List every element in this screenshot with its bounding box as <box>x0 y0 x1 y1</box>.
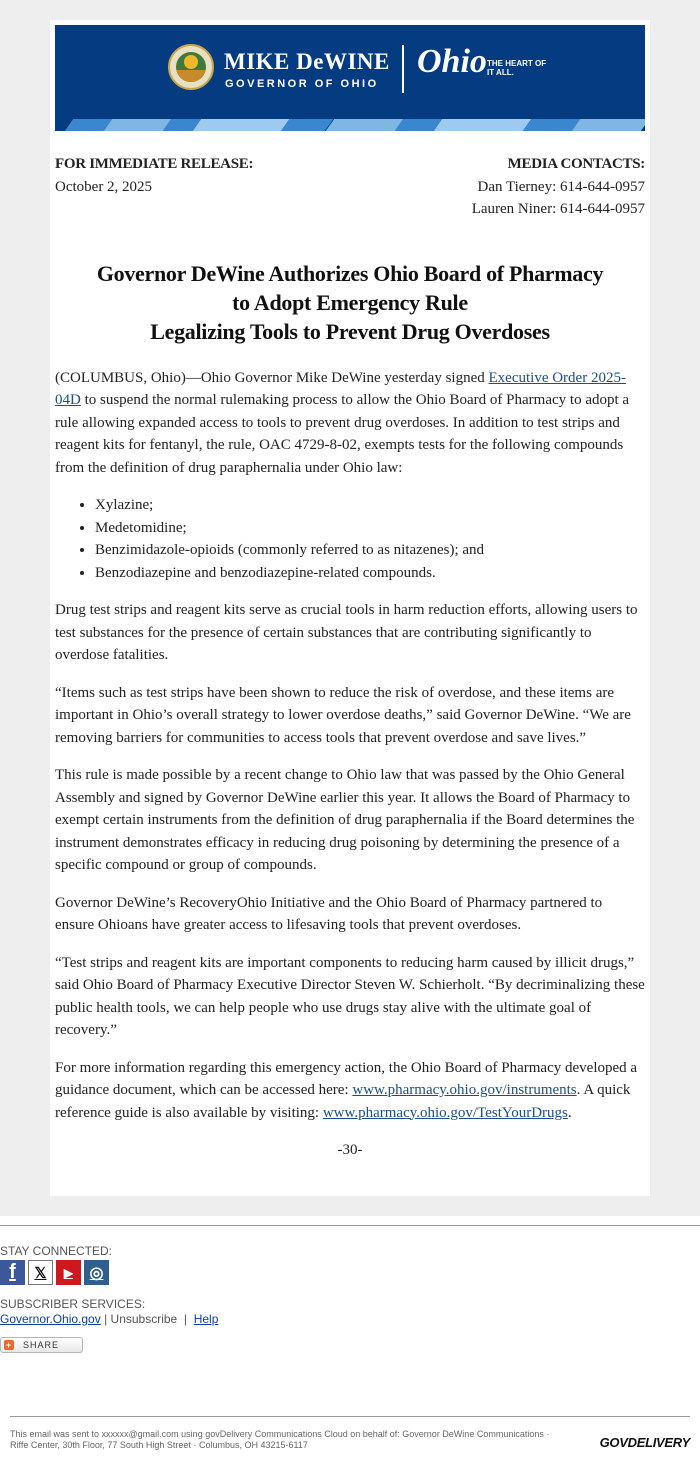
contact-line: Lauren Niner: 614-644-0957 <box>471 201 645 217</box>
release-date: October 2, 2025 <box>55 178 153 195</box>
paragraph-text: . <box>567 1104 572 1121</box>
compound-list <box>55 494 645 584</box>
banner-divider <box>402 45 404 93</box>
paragraph: This rule is made possible by a recent change to Ohio law that was passed by the Ohio General Assembly and signed by Governor DeWine earlier this year. It allows the Board of Pharmacy to exempt certain instruments from the definition of drug paraphernalia if the Board determines the instrument demonstrates efficacy in reducing drug poisoning by determining the presence of a specific compound or group of compounds. <box>55 767 635 873</box>
headline-line: to Adopt Emergency Rule <box>232 289 468 315</box>
headline-line: Governor DeWine Authorizes Ohio Board of Pharmacy <box>96 260 604 286</box>
email-disclaimer: This email was sent to xxxxxx@gmail.com using govDelivery Communications Cloud on behalf of: Governor DeWine Communications · Riffe Center, 30th Floor, 77 South High Street · Columbus, OH 43215-6117 <box>10 1429 550 1450</box>
footer <box>0 1244 700 1353</box>
paragraph-quote-schierholt: “Test strips and reagent kits are important components to reducing harm caused by illicit drugs,” said Ohio Board of Pharmacy Executive Director Steven W. Schierholt. “By decriminalizing these public health tools, we can help people who use drugs stay alive with the ultimate goal of recovery.” <box>55 954 645 1038</box>
paragraph-more-info <box>55 1057 645 1125</box>
list-item: • Medetomidine; <box>95 517 645 540</box>
subscriber-services-label: SUBSCRIBER SERVICES: <box>0 1297 146 1311</box>
list-item: • Benzodiazepine and benzodiazepine-related compounds. <box>95 562 645 585</box>
footer-divider <box>0 1225 700 1226</box>
release-label: FOR IMMEDIATE RELEASE: <box>55 156 254 172</box>
share-button[interactable] <box>0 1337 83 1353</box>
separator: | <box>177 1312 194 1326</box>
article-body <box>55 367 645 1162</box>
paragraph-intro <box>55 367 645 480</box>
facebook-icon[interactable]: f <box>0 1260 25 1285</box>
paragraph-text: to suspend the normal rulemaking process to allow the Ohio Board of Pharmacy to adopt a rule allowing expanded access to tools to prevent drug overdoses. In addition to test strips and reagent kits for fentanyl, the rule, OAC 4729-8-02, exempts tests for the following compounds from the definition of drug paraphernalia under Ohio law: <box>55 392 630 476</box>
headline <box>55 259 645 346</box>
paragraph-text: For more information regarding this emergency action, the Ohio Board of Pharmacy developed a guidance document, which can be accessed here: <box>55 1059 638 1098</box>
state-seal-icon <box>168 44 214 90</box>
release-left <box>55 153 253 221</box>
executive-order-link[interactable]: Executive Order 2025-04D <box>55 369 626 408</box>
list-item: • Xylazine; <box>95 494 645 517</box>
contact-line: Dan Tierney: 614-644-0957 <box>477 178 645 195</box>
instagram-icon[interactable]: ◎ <box>84 1260 109 1285</box>
x-icon[interactable]: 𝕏 <box>28 1260 53 1285</box>
governor-title: GOVERNOR OF OHIO <box>225 78 379 90</box>
govdelivery-logo: GOVDELIVERY <box>599 1435 690 1450</box>
paragraph: Drug test strips and reagent kits serve as crucial tools in harm reduction efforts, allowing users to test substances for the presence of certain substances that are contributing significantly to overdose fatalities. <box>55 602 638 663</box>
instruments-link[interactable]: www.pharmacy.ohio.gov/instruments <box>352 1082 577 1098</box>
paragraph: Governor DeWine’s RecoveryOhio Initiative and the Ohio Board of Pharmacy partnered to ensure Ohioans have greater access to lifesaving tools that prevent overdoses. <box>55 894 603 933</box>
end-mark: -30- <box>337 1142 363 1158</box>
paragraph-text: (COLUMBUS, Ohio)—Ohio Governor Mike DeWine yesterday signed <box>55 369 489 386</box>
governor-banner <box>55 25 645 131</box>
paragraph-quote-governor: “Items such as test strips have been shown to reduce the risk of overdose, and these items are important in Ohio’s overall strategy to lower overdose deaths,” said Governor DeWine. “We are removing barriers for communities to access tools that prevent overdose and save lives.” <box>55 684 631 746</box>
list-item: • Benzimidazole-opioids (commonly referred to as nitazenes); and <box>95 539 645 562</box>
unsubscribe-link[interactable]: Unsubscribe <box>110 1312 178 1326</box>
subscriber-links <box>0 1312 700 1326</box>
media-contacts-label: MEDIA CONTACTS: <box>507 156 645 172</box>
separator: | <box>100 1312 111 1326</box>
media-contacts <box>472 153 645 221</box>
help-link[interactable]: Help <box>193 1312 219 1326</box>
press-release-card <box>50 20 650 1196</box>
governor-name: MIKE DeWINE <box>224 49 390 74</box>
governor-site-link[interactable]: Governor.Ohio.gov <box>0 1312 101 1326</box>
paragraph-text: . A quick reference guide is also available by visiting: <box>55 1082 631 1121</box>
share-label: SHARE <box>23 1340 60 1350</box>
ohio-tagline: THE HEART OF IT ALL. <box>487 59 547 77</box>
release-info <box>55 153 645 221</box>
test-your-drugs-link[interactable]: www.pharmacy.ohio.gov/TestYourDrugs <box>322 1104 568 1121</box>
plus-icon: + <box>5 1340 13 1350</box>
social-icons <box>0 1260 700 1285</box>
headline-line: Legalizing Tools to Prevent Drug Overdoses <box>150 318 550 344</box>
youtube-icon[interactable]: ▶ <box>56 1260 81 1285</box>
bottom-line <box>0 1417 700 1451</box>
stay-connected-label: STAY CONNECTED: <box>0 1244 113 1258</box>
banner-stripes <box>55 119 645 131</box>
ohio-logo: Ohio <box>417 43 487 80</box>
